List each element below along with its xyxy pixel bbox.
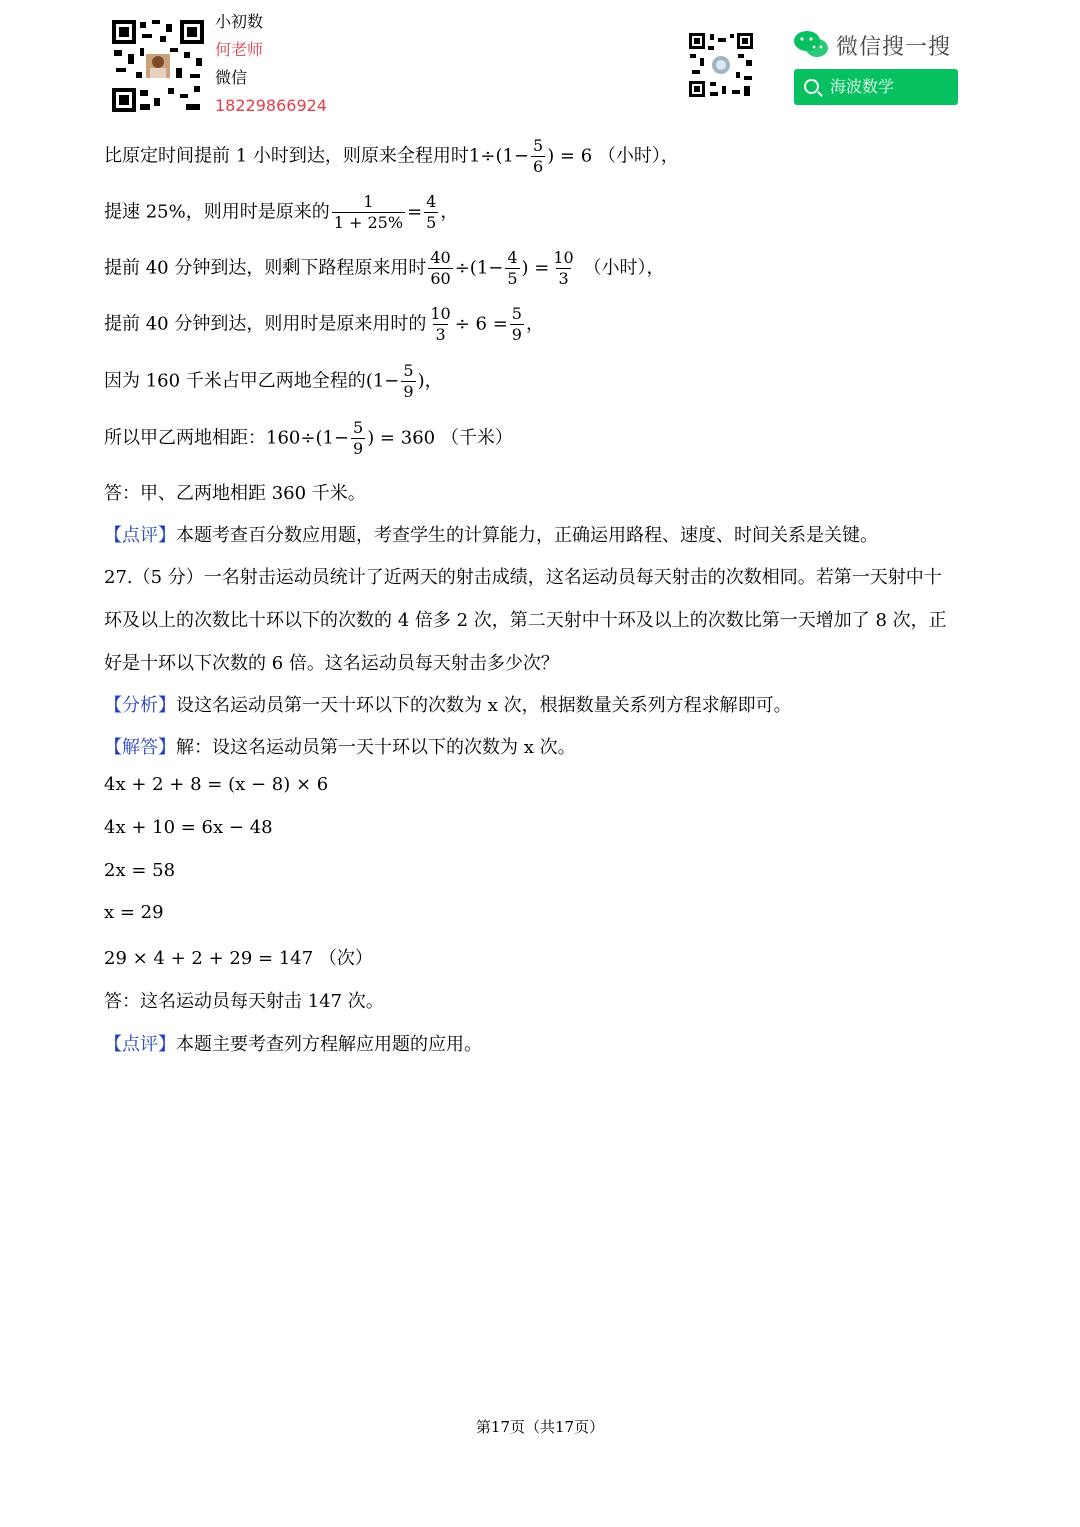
text: 提前 40 分钟到达，则剩下路程原来用时 <box>104 257 427 279</box>
answer-26: 答：甲、乙两地相距 360 千米。 <box>104 483 366 504</box>
question-27-line-1: 27.（5 分）一名射击运动员统计了近两天的射击成绩，这名运动员每天射击的次数相同。若第一天射中十 <box>104 567 942 588</box>
solution-tag: 【解答】 <box>104 737 176 758</box>
review-text: 本题考查百分数应用题，考查学生的计算能力，正确运用路程、速度、时间关系是关键。 <box>176 525 878 546</box>
denominator: 5 <box>507 269 518 288</box>
review-text: 本题主要考查列方程解应用题的应用。 <box>176 1034 482 1055</box>
numerator: 1 <box>363 192 374 211</box>
text: 提前 40 分钟到达，则用时是原来用时的 <box>104 313 427 335</box>
review-tag: 【点评】 <box>104 1034 176 1055</box>
text: 比原定时间提前 1 小时到达，则原来全程用时 <box>104 145 469 167</box>
solution-line-6 <box>104 418 513 459</box>
review-tag: 【点评】 <box>104 525 176 546</box>
wechat-logo-icon <box>793 30 829 58</box>
header-line-3: 微信 <box>215 68 248 87</box>
solution-27 <box>104 733 576 759</box>
text: （小时）， <box>583 257 665 279</box>
math: ) = 360 <box>367 427 436 449</box>
denominator: 3 <box>558 269 569 288</box>
header-line-1: 小初数 <box>215 12 264 31</box>
math: ÷(1− <box>454 257 504 279</box>
question-27-line-2: 环及以上的次数比十环以下的次数的 4 倍多 2 次，第二天射中十环及以上的次数比第一天增加了 8 次，正 <box>104 610 947 631</box>
wechat-search-label: 海波数学 <box>830 77 895 96</box>
denominator: 9 <box>403 382 414 401</box>
text: ， <box>440 201 459 223</box>
wechat-search-button[interactable] <box>794 69 958 105</box>
equation-2: 4x + 10 = 6x − 48 <box>104 817 273 838</box>
page-footer: 第17页（共17页） <box>475 1418 605 1436</box>
math: ÷ 6 = <box>454 313 508 335</box>
answer-27: 答：这名运动员每天射击 147 次。 <box>104 991 384 1012</box>
fraction <box>424 192 438 233</box>
math: 160÷(1− <box>266 427 349 449</box>
fraction <box>332 192 405 233</box>
solution-line-2 <box>104 192 458 233</box>
search-icon <box>804 79 819 94</box>
numerator: 4 <box>507 248 518 267</box>
review-26 <box>104 521 878 547</box>
math: ) = 6 <box>547 145 593 167</box>
denominator: 9 <box>511 325 522 344</box>
solution-line-4 <box>104 304 544 345</box>
qr-code-left-icon <box>110 18 206 114</box>
equation-5 <box>104 944 373 970</box>
fraction <box>428 248 452 289</box>
equation-1: 4x + 2 + 8 = (x − 8) × 6 <box>104 774 329 795</box>
equation-5-math: 29 × 4 + 2 + 29 = 147 <box>104 948 314 969</box>
numerator: 10 <box>553 248 574 267</box>
qr-code-right-icon <box>688 32 754 98</box>
denominator: 1 + 25% <box>333 213 404 232</box>
fraction <box>505 248 519 289</box>
text: 所以甲乙两地相距： <box>104 427 266 449</box>
math: ) = <box>521 257 550 279</box>
fraction <box>428 304 452 345</box>
denominator: 9 <box>353 439 364 458</box>
equation-3: 2x = 58 <box>104 860 176 881</box>
denominator: 60 <box>430 269 451 288</box>
numerator: 4 <box>426 192 437 211</box>
text: 提速 25%，则用时是原来的 <box>104 201 330 223</box>
question-27-line-3: 好是十环以下次数的 6 倍。这名运动员每天射击多少次？ <box>104 653 559 674</box>
text: （小时）， <box>597 145 679 167</box>
math: 1÷(1− <box>468 145 529 167</box>
numerator: 5 <box>511 304 522 323</box>
denominator: 6 <box>533 157 544 176</box>
equation-4: x = 29 <box>104 902 164 923</box>
text: （千米） <box>440 427 513 449</box>
numerator: 5 <box>533 136 544 155</box>
fraction <box>351 418 365 459</box>
analysis-27 <box>104 691 792 717</box>
equation-5-unit: （次） <box>318 948 373 969</box>
fraction <box>551 248 575 289</box>
denominator: 3 <box>435 325 446 344</box>
solution-line-3 <box>104 248 664 289</box>
solution-text: 解：设这名运动员第一天十环以下的次数为 x 次。 <box>176 737 576 758</box>
solution-line-1 <box>104 136 679 177</box>
math: = <box>407 201 423 223</box>
numerator: 5 <box>403 361 414 380</box>
header-phone: 18229866924 <box>215 96 327 115</box>
text: )， <box>417 370 443 392</box>
solution-line-5 <box>104 361 443 402</box>
numerator: 40 <box>430 248 451 267</box>
header-line-2: 何老师 <box>215 40 264 59</box>
math: (1− <box>365 370 400 392</box>
fraction <box>510 304 524 345</box>
analysis-tag: 【分析】 <box>104 695 176 716</box>
denominator: 5 <box>426 213 437 232</box>
header-contact <box>215 8 327 120</box>
review-27 <box>104 1030 482 1056</box>
text: ， <box>525 313 544 335</box>
fraction <box>531 136 545 177</box>
numerator: 10 <box>430 304 451 323</box>
text: 因为 160 千米占甲乙两地全程的 <box>104 370 366 392</box>
wechat-search-title: 微信搜一搜 <box>836 35 952 60</box>
analysis-text: 设这名运动员第一天十环以下的次数为 x 次，根据数量关系列方程求解即可。 <box>176 695 792 716</box>
numerator: 5 <box>353 418 364 437</box>
fraction <box>401 361 415 402</box>
